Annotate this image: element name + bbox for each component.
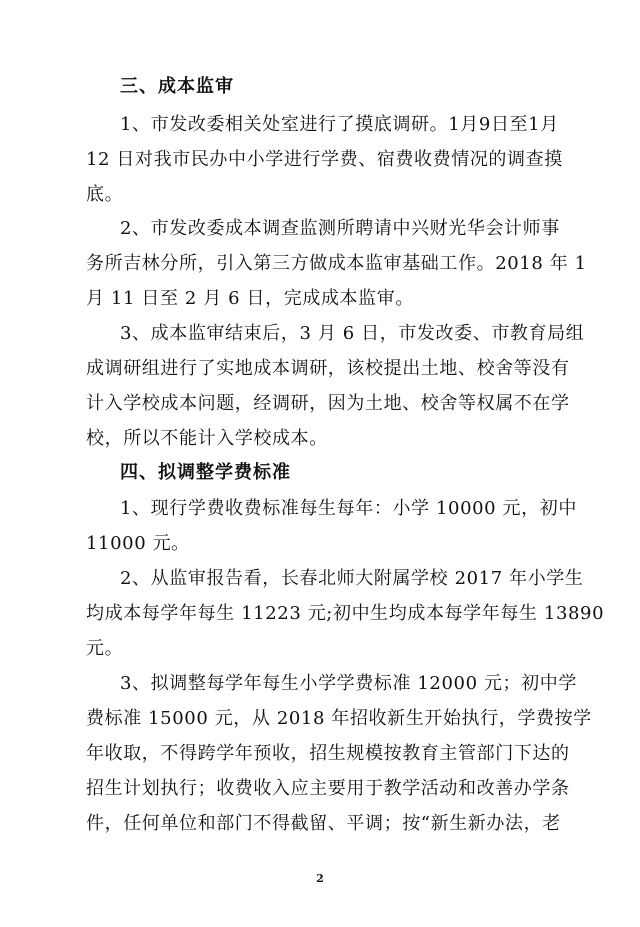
page-number: 2 [316, 872, 324, 885]
paragraph-line: 3、拟调整每学年每生小学学费标准 12000 元；初中学 [120, 673, 577, 694]
paragraph-line: 校，所以不能计入学校成本。 [86, 428, 328, 449]
paragraph-line: 11000 元。 [86, 533, 190, 554]
section-heading-cost-audit: 三、成本监审 [120, 76, 234, 97]
paragraph-line: 费标准 15000 元，从 2018 年招收新生开始执行，学费按学 [86, 708, 592, 729]
paragraph-line: 成调研组进行了实地成本调研，该校提出土地、校舍等没有 [86, 358, 570, 379]
paragraph-line: 招生计划执行；收费收入应主要用于教学活动和改善办学条 [86, 778, 570, 799]
paragraph-line: 月 11 日至 2 月 6 日，完成成本监审。 [86, 288, 414, 309]
paragraph-line: 元。 [86, 638, 124, 659]
paragraph-line: 1、现行学费收费标准每生每年：小学 10000 元，初中 [120, 498, 577, 519]
paragraph-line: 3、成本监审结束后，3 月 6 日，市发改委、市教育局组 [120, 323, 585, 344]
paragraph-line: 件，任何单位和部门不得截留、平调；按“新生新办法，老 [86, 813, 561, 834]
paragraph-line: 务所吉林分所，引入第三方做成本监审基础工作。2018 年 1 [86, 253, 587, 274]
section-heading-tuition-adjustment: 四、拟调整学费标准 [120, 462, 291, 483]
paragraph-line: 2、市发改委成本调查监测所聘请中兴财光华会计师事 [120, 218, 560, 239]
paragraph-line: 均成本每学年每生 11223 元;初中生均成本每学年每生 13890 [86, 603, 605, 624]
paragraph-line: 1、市发改委相关处室进行了摸底调研。1月9日至1月 [120, 114, 559, 135]
paragraph-line: 底。 [86, 184, 124, 205]
paragraph-line: 12 日对我市民办中小学进行学费、宿费收费情况的调查摸 [86, 149, 563, 170]
paragraph-line: 计入学校成本问题，经调研，因为土地、校舍等权属不在学 [86, 393, 570, 414]
paragraph-line: 2、从监审报告看，长春北师大附属学校 2017 年小学生 [120, 568, 584, 589]
paragraph-line: 年收取，不得跨学年预收，招生规模按教育主管部门下达的 [86, 743, 570, 764]
